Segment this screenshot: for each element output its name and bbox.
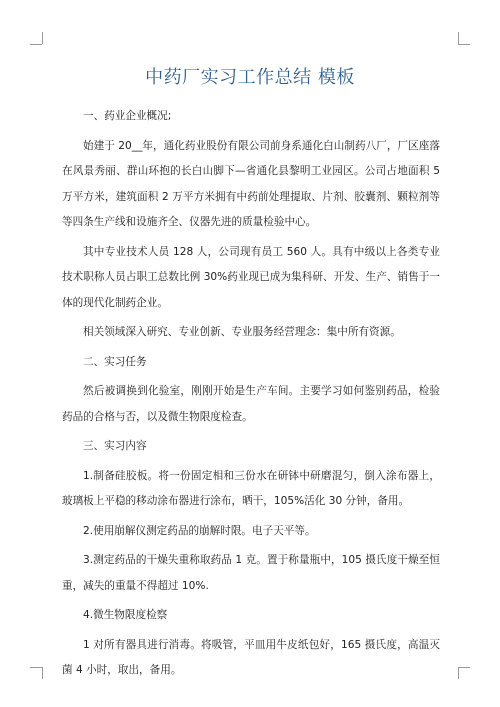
section-heading: 一、药业企业概况; [83,110,172,122]
paragraph: 2.使用崩解仪测定药品的崩解时限。电子天平等。 [83,524,316,537]
crop-mark-top-right-v [458,32,459,44]
crop-mark-top-right-h [458,44,470,45]
section-heading: 三、实习内容 [83,440,147,452]
paragraph: 相关领域深入研究、专业创新、专业服务经营理念：集中所有资源。 [83,326,401,338]
paragraph: 3.测定药品的干燥失重称取药品 1 克。置于称量瓶中，105 摄氏度干燥至恒重，减失的重量不得超过 10%. [62,554,440,592]
document-body [62,104,440,688]
crop-mark-bottom-left-v [42,667,43,679]
paragraph: 其中专业技术人员 128 人，公司现有员工 560 人。具有中级以上各类专业技术职称人员占职工总数比例 30%药业现已成为集科研、开发、生产、销售于一体的现代化制药企业。 [62,245,440,309]
crop-mark-top-left-h [30,44,42,45]
section-heading: 4.微生物限度检察 [83,609,168,621]
paragraph: 1.制备硅胶板。将一份固定相和三份水在研钵中研磨混匀，倒入涂布器上，玻璃板上平稳的移动涂布器进行涂布，晒干，105%活化 30 分钟，备用。 [62,469,440,507]
section-heading: 二、实习任务 [83,355,147,368]
paragraph: 然后被调换到化验室，刚刚开始是生产车间。主要学习如何鉴别药品，检验药品的合格与否，以及微生物限度检查。 [62,385,440,423]
paragraph: 始建于 20__年，通化药业股份有限公司前身系通化白山制药八厂，厂区座落在风景秀丽、群山环抱的长白山脚下—省通化县黎明工业园区。公司占地面积 5 万平方米，建筑面积 2 万平方米拥有中药前处理提取、片剂、胶囊剂、颗粒剂等等四条生产线和设施齐全、仪器先进的质量检验中心。 [62,139,440,228]
page-title: 中药厂实习工作总结 模板 [145,67,355,88]
crop-mark-bottom-right-v [458,667,459,679]
crop-mark-bottom-right-h [458,667,470,668]
crop-mark-bottom-left-h [30,667,42,668]
crop-mark-top-left-v [42,32,43,44]
paragraph: 1 对所有器具进行消毒。将吸管，平皿用牛皮纸包好，165 摄氏度，高温灭菌 4 小时，取出，备用。 [62,638,440,676]
